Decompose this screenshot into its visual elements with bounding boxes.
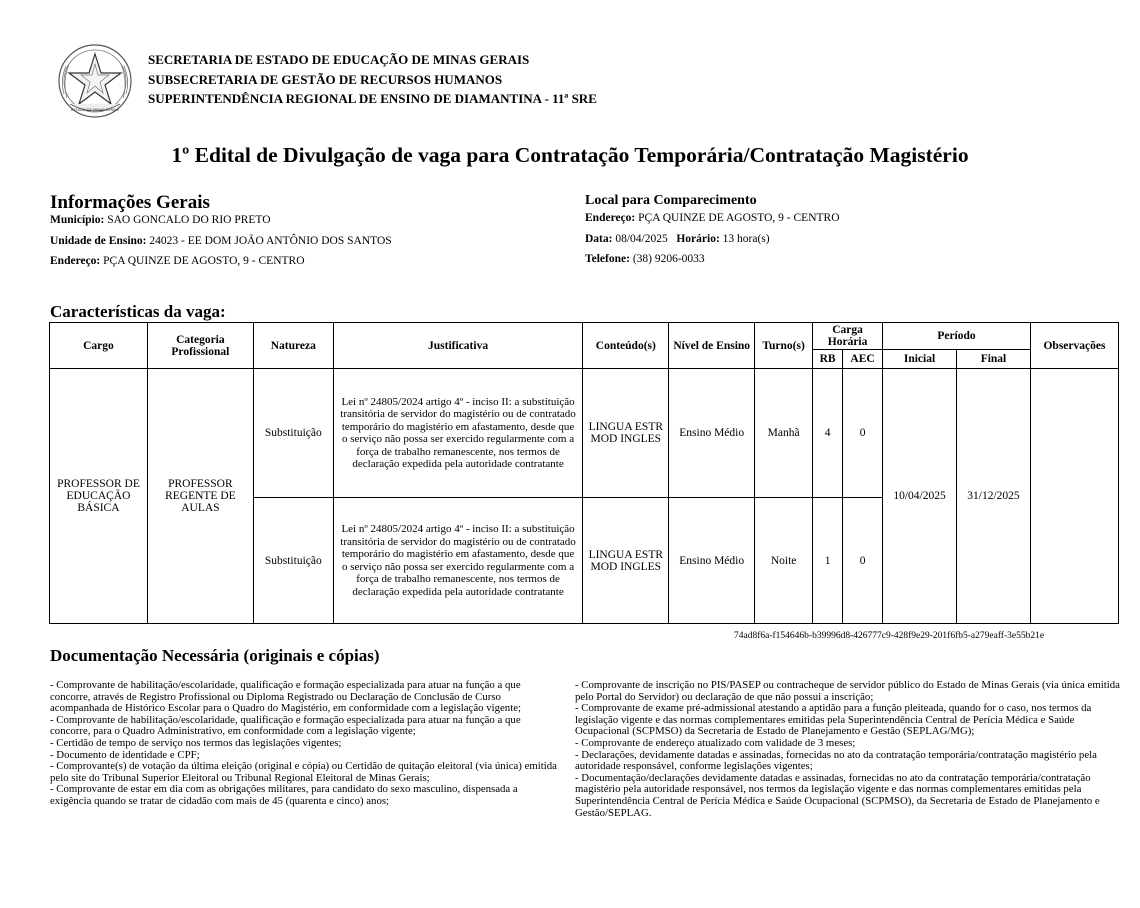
doc-item: - Declarações, devidamente datadas e assinadas, fornecidas no ato da contratação temporária/contratação magistério pela autoridade responsável, conforme legislações vigentes; [575, 748, 1097, 773]
header-cargo: Cargo [50, 323, 148, 369]
rb-cell: 1 [813, 498, 843, 624]
endereco-label: Endereço: [50, 255, 101, 267]
caracteristicas-heading: Características da vaga: [50, 302, 226, 321]
svg-text:ESTADO DE MINAS GERAIS: ESTADO DE MINAS GERAIS [71, 108, 119, 112]
nivel-cell: Ensino Médio [669, 498, 755, 624]
table-row [50, 369, 1119, 498]
conteudo-cell: LINGUA ESTR MOD INGLES [583, 369, 669, 498]
endereco-value: PÇA QUINZE DE AGOSTO, 9 - CENTRO [103, 255, 305, 267]
observacoes-cell [1030, 369, 1118, 624]
header-turno: Turno(s) [755, 323, 813, 369]
doc-item: - Comprovante de habilitação/escolaridade, qualificação e formação especializada para atuar na função a que concorre, através de Registro Profissional ou Diploma Registrado ou Declaração de Conclusão de Curso acompanhada de Histórico Escolar para o Quadro do Magistério, em conformidade com a legislação vigente; [50, 679, 521, 715]
turno-cell: Noite [755, 498, 813, 624]
turno-cell: Manhã [755, 369, 813, 498]
doc-item: - Comprovante de endereço atualizado com validade de 3 meses; [575, 736, 856, 749]
municipio-line [50, 214, 550, 226]
final-cell: 31/12/2025 [957, 369, 1031, 624]
document-header [56, 40, 1116, 120]
header-natureza: Natureza [253, 323, 333, 369]
vaga-table [49, 322, 1119, 624]
organization-names [148, 50, 597, 109]
doc-item: - Comprovante de exame pré-admissional atestando a aptidão para a função pleiteada, quando for o caso, nos termos da legislação vigente e das normas complementares emitidas pela Superintendência Central de Perícia Médica e Saúde Ocupacional (SCPMSO) da Secretaria de Estado de Planejamento e Gestão (SEPLAG/MG); [575, 702, 1092, 738]
local-heading: Local para Comparecimento [585, 193, 757, 208]
categoria-cell: PROFESSOR REGENTE DE AULAS [147, 369, 253, 624]
local-comparecimento [585, 192, 1105, 274]
horario-label: Horário: [676, 232, 720, 245]
header-nivel: Nível de Ensino [669, 323, 755, 369]
org-line-3: SUPERINTENDÊNCIA REGIONAL DE ENSINO DE DIAMANTINA - 11ª SRE [148, 91, 597, 106]
doc-item: - Comprovante de habilitação/escolaridade, qualificação e formação especializada para atuar na função a que concorre, para o Quadro Administrativo, em conformidade com a legislação vigente; [50, 713, 521, 738]
local-endereco-label: Endereço: [585, 212, 636, 224]
page-title: 1º Edital de Divulgação de vaga para Contratação Temporária/Contratação Magistério [171, 143, 969, 167]
municipio-label: Município: [50, 214, 105, 226]
inicial-cell: 10/04/2025 [883, 369, 957, 624]
rb-cell: 4 [813, 369, 843, 498]
local-endereco-line [585, 212, 1105, 224]
informacoes-gerais [50, 192, 550, 276]
data-horario-line [585, 233, 1105, 245]
data-value: 08/04/2025 [615, 232, 668, 245]
doc-item: - Comprovante de estar em dia com as obrigações militares, para candidato do sexo masculino, dispensada a exigência quando se tratar de cidadão com mais de 45 (quarenta e cinco) anos; [50, 783, 518, 807]
header-rb: RB [813, 350, 843, 369]
telefone-line [585, 253, 1105, 265]
unidade-line [50, 235, 550, 247]
header-carga: Carga Horária [813, 323, 883, 350]
justificativa-cell: Lei nº 24805/2024 artigo 4º - inciso II: a substituição transitória de servidor do magistério ou de contratado temporário do magistério em afastamento, desde que o serviço não possa ser exercido regularmente com a força de trabalho remanescente, nos termos de declaração expedida pela autoridade contratante [333, 498, 583, 624]
aec-cell: 0 [843, 498, 883, 624]
aec-cell: 0 [843, 369, 883, 498]
header-inicial: Inicial [883, 350, 957, 369]
municipio-value: SAO GONCALO DO RIO PRETO [107, 214, 271, 226]
header-periodo: Período [883, 323, 1031, 350]
document-hash: 74ad8f6a-f154646b-b39996d8-426777c9-428f9e29-201f6fb5-a279eaff-3e55b21e [734, 631, 1045, 641]
informacoes-gerais-heading: Informações Gerais [50, 192, 210, 213]
conteudo-cell: LINGUA ESTR MOD INGLES [583, 498, 669, 624]
cargo-cell: PROFESSOR DE EDUCAÇÃO BÁSICA [50, 369, 148, 624]
doc-item: - Certidão de tempo de serviço nos termos das legislações vigentes; [50, 736, 342, 749]
doc-item: - Documentação/declarações devidamente datadas e assinadas, fornecidas no ato da contratação temporária/contratação magistério pela autoridade responsável, nos termos da legislação vigente e das normas complementares emitidas pela Superintendência Central de Perícia Médica e Saúde Ocupacional (SCPMSO), da Secretaria de Estado de Planejamento e Gestão/SEPLAG. [575, 771, 1100, 819]
documentacao-heading: Documentação Necessária (originais e cópias) [50, 646, 380, 665]
header-final: Final [957, 350, 1031, 369]
natureza-cell: Substituição [253, 369, 333, 498]
telefone-label: Telefone: [585, 253, 630, 265]
natureza-cell: Substituição [253, 498, 333, 624]
data-label: Data: [585, 232, 613, 245]
horario-value: 13 hora(s) [722, 232, 770, 245]
header-conteudo: Conteúdo(s) [583, 323, 669, 369]
endereco-line [50, 255, 550, 267]
telefone-value: (38) 9206-0033 [632, 253, 705, 265]
unidade-value: 24023 - EE DOM JOÃO ANTÔNIO DOS SANTOS [149, 234, 392, 247]
local-endereco-value: PÇA QUINZE DE AGOSTO, 9 - CENTRO [638, 212, 840, 224]
documentacao-right-column [575, 680, 1123, 819]
header-categoria: Categoria Profissional [147, 323, 253, 369]
header-observacoes: Observações [1030, 323, 1118, 369]
org-line-2: SUBSECRETARIA DE GESTÃO DE RECURSOS HUMANOS [148, 71, 503, 87]
documentacao-left-column [50, 680, 560, 808]
table-header-row [50, 323, 1119, 350]
justificativa-cell: Lei nº 24805/2024 artigo 4º - inciso II: a substituição transitória de servidor do magistério ou de contratado temporário do magistério em afastamento, desde que o serviço não possa ser exercido regularmente com a força de trabalho remanescente, nos termos de declaração expedida pela autoridade contratante [333, 369, 583, 498]
doc-item: - Documento de identidade e CPF; [50, 748, 200, 761]
header-aec: AEC [843, 350, 883, 369]
nivel-cell: Ensino Médio [669, 369, 755, 498]
unidade-label: Unidade de Ensino: [50, 234, 147, 247]
org-line-1: SECRETARIA DE ESTADO DE EDUCAÇÃO DE MINAS GERAIS [148, 52, 530, 67]
minas-gerais-seal-icon [56, 42, 134, 120]
header-justificativa: Justificativa [333, 323, 583, 369]
doc-item: - Comprovante de inscrição no PIS/PASEP ou contracheque de servidor público do Estado de Minas Gerais (via única emitida pelo Portal do Servidor) ou declaração de que não possui a inscrição; [575, 679, 1120, 703]
doc-item: - Comprovante(s) de votação da última eleição (original e cópia) ou Certidão de quitação eleitoral (via única) emitida pelo site do Tribunal Superior Eleitoral ou Tribunal Regional Eleitoral de Minas Gerais; [50, 760, 557, 784]
